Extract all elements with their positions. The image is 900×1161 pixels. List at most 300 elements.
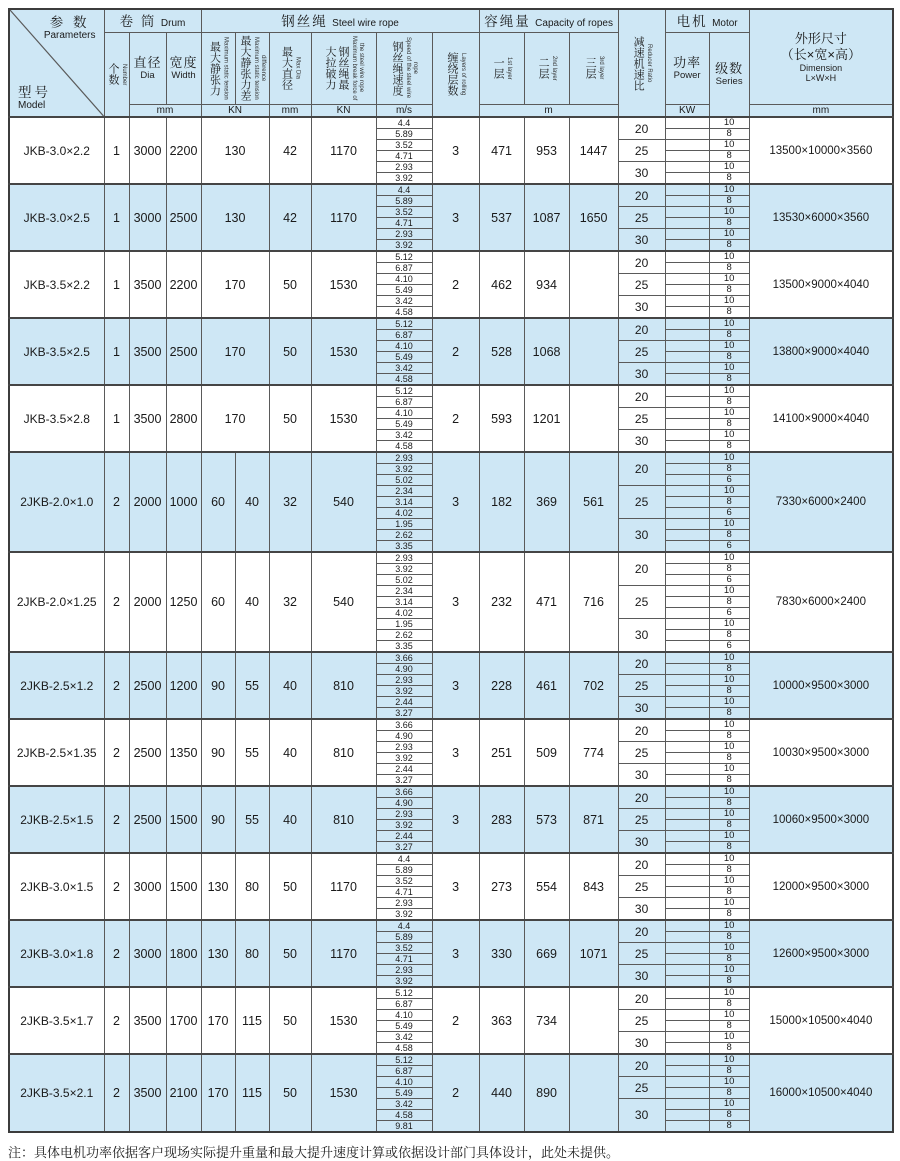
rope-max-dia-cell: 42 — [269, 184, 311, 251]
layers-cell: 3 — [432, 452, 479, 552]
series-cell: 10 — [709, 341, 749, 352]
series-cell: 10 — [709, 876, 749, 887]
model-label — [18, 85, 51, 111]
power-cell — [665, 731, 709, 742]
capacity-1st-layer-cell: 440 — [479, 1054, 524, 1132]
capacity-1st-layer-cell: 232 — [479, 552, 524, 652]
power-cell — [665, 1054, 709, 1066]
break-force-cell: 1170 — [311, 117, 376, 184]
rope-speed-cell: 2.93 — [376, 742, 432, 753]
power-cell — [665, 274, 709, 285]
series-cell: 8 — [709, 887, 749, 898]
capacity-3rd-layer-cell: 1071 — [569, 920, 618, 987]
power-cell — [665, 218, 709, 229]
power-cell — [665, 675, 709, 686]
drum-number-cell: 2 — [104, 786, 129, 853]
rope-max-dia-cell: 50 — [269, 920, 311, 987]
rope-speed-cell: 3.42 — [376, 296, 432, 307]
rope-speed-cell: 3.92 — [376, 820, 432, 831]
capacity-3rd-layer-cell: 1650 — [569, 184, 618, 251]
power-cell — [665, 552, 709, 564]
series-cell: 8 — [709, 1021, 749, 1032]
power-cell — [665, 831, 709, 842]
series-cell: 10 — [709, 742, 749, 753]
drum-number-cell: 1 — [104, 385, 129, 452]
series-cell: 8 — [709, 1066, 749, 1077]
reducer-ratio-cell: 20 — [618, 552, 665, 586]
rope-speed-cell: 1.95 — [376, 619, 432, 630]
series-cell: 8 — [709, 464, 749, 475]
unit-maxdia-mm: mm — [269, 104, 311, 117]
capacity-1st-layer-cell: 228 — [479, 652, 524, 719]
reducer-ratio-cell: 20 — [618, 920, 665, 943]
col-header-reducer-ratio: 减速机速比 Reducer Ratio — [618, 9, 665, 117]
model-cell: 2JKB-2.0×1.0 — [9, 452, 104, 552]
max-static-tension-cell: 130 — [201, 184, 269, 251]
capacity-3rd-layer-cell: 702 — [569, 652, 618, 719]
drum-dia-cell: 2500 — [129, 786, 166, 853]
rope-max-dia-cell: 50 — [269, 251, 311, 318]
power-cell — [665, 486, 709, 497]
series-cell: 8 — [709, 173, 749, 185]
model-cell: 2JKB-3.0×1.5 — [9, 853, 104, 920]
reducer-ratio-cell: 25 — [618, 1010, 665, 1032]
drum-width-cell: 1250 — [166, 552, 201, 652]
reducer-ratio-cell: 20 — [618, 1054, 665, 1077]
power-cell — [665, 441, 709, 453]
capacity-2nd-layer-cell: 1201 — [524, 385, 569, 452]
unit-dimension-mm: mm — [749, 104, 893, 117]
rope-speed-cell: 4.90 — [376, 664, 432, 675]
power-cell — [665, 820, 709, 831]
drum-width-cell: 2800 — [166, 385, 201, 452]
rope-speed-cell: 3.52 — [376, 207, 432, 218]
hoist-spec-table — [8, 8, 894, 1133]
reducer-ratio-cell: 20 — [618, 452, 665, 486]
series-cell: 8 — [709, 497, 749, 508]
drum-number-cell: 2 — [104, 652, 129, 719]
table-row — [9, 184, 893, 196]
model-label-en: Model — [18, 100, 46, 111]
reducer-ratio-cell: 25 — [618, 486, 665, 519]
group-header-steel-wire-rope: 钢丝绳 Steel wire rope — [201, 9, 479, 32]
power-cell — [665, 965, 709, 976]
reducer-ratio-cell: 25 — [618, 809, 665, 831]
rope-speed-cell: 3.42 — [376, 1032, 432, 1043]
drum-dia-cell: 3500 — [129, 1054, 166, 1132]
power-cell — [665, 608, 709, 619]
power-cell — [665, 976, 709, 988]
series-cell: 10 — [709, 586, 749, 597]
power-cell — [665, 117, 709, 129]
power-cell — [665, 330, 709, 341]
rope-speed-cell: 2.44 — [376, 831, 432, 842]
table-header — [9, 9, 893, 117]
col-header-number: 个数 Number — [104, 32, 129, 117]
rope-max-dia-cell: 32 — [269, 552, 311, 652]
rope-speed-cell: 3.14 — [376, 497, 432, 508]
drum-width-cell: 2200 — [166, 251, 201, 318]
max-static-tension-cell: 130 — [201, 853, 235, 920]
rope-speed-cell: 4.90 — [376, 731, 432, 742]
rope-speed-cell: 3.92 — [376, 564, 432, 575]
rope-max-dia-cell: 50 — [269, 1054, 311, 1132]
break-force-cell: 1170 — [311, 853, 376, 920]
rope-speed-cell: 4.58 — [376, 441, 432, 453]
max-static-tension-cell: 170 — [201, 987, 235, 1054]
layers-cell: 3 — [432, 786, 479, 853]
table-row — [9, 251, 893, 263]
series-cell: 8 — [709, 932, 749, 943]
power-cell — [665, 920, 709, 932]
rope-max-dia-cell: 40 — [269, 652, 311, 719]
power-cell — [665, 296, 709, 307]
series-cell: 6 — [709, 608, 749, 619]
series-cell: 10 — [709, 652, 749, 664]
table-row — [9, 385, 893, 397]
capacity-2nd-layer-cell: 573 — [524, 786, 569, 853]
rope-speed-cell: 2.34 — [376, 486, 432, 497]
group-header-drum: 卷 筒 Drum — [104, 9, 201, 32]
rope-speed-cell: 2.93 — [376, 552, 432, 564]
power-cell — [665, 742, 709, 753]
capacity-2nd-layer-cell: 461 — [524, 652, 569, 719]
rope-speed-cell: 5.89 — [376, 932, 432, 943]
layers-cell: 3 — [432, 853, 479, 920]
rope-speed-cell: 4.90 — [376, 798, 432, 809]
parameters-label-zh: 参 数 — [49, 15, 90, 30]
rope-speed-cell: 5.89 — [376, 196, 432, 207]
col-header-1st-layer: 一层 1st layer — [479, 32, 524, 104]
drum-number-cell: 2 — [104, 452, 129, 552]
series-cell: 8 — [709, 352, 749, 363]
rope-speed-cell: 3.52 — [376, 140, 432, 151]
model-cell: JKB-3.5×2.2 — [9, 251, 104, 318]
rope-speed-cell: 5.02 — [376, 475, 432, 486]
rope-speed-cell: 2.44 — [376, 697, 432, 708]
power-cell — [665, 909, 709, 921]
drum-width-cell: 1350 — [166, 719, 201, 786]
series-cell: 10 — [709, 519, 749, 530]
reducer-ratio-cell: 20 — [618, 318, 665, 341]
series-cell: 10 — [709, 809, 749, 820]
rope-speed-cell: 1.95 — [376, 519, 432, 530]
power-cell — [665, 452, 709, 464]
footnote: 注：具体电机功率依据客户现场实际提升重量和最大提升速度计算或依据设计部门具体设计，此处未提供。 — [8, 1145, 620, 1160]
rope-speed-cell: 4.71 — [376, 218, 432, 229]
power-cell — [665, 753, 709, 764]
capacity-3rd-layer-cell: 716 — [569, 552, 618, 652]
capacity-2nd-layer-cell: 1068 — [524, 318, 569, 385]
reducer-ratio-cell: 30 — [618, 296, 665, 319]
rope-max-dia-cell: 40 — [269, 786, 311, 853]
power-cell — [665, 932, 709, 943]
model-cell: 2JKB-2.0×1.25 — [9, 552, 104, 652]
power-cell — [665, 630, 709, 641]
rope-speed-cell: 3.92 — [376, 240, 432, 252]
rope-speed-cell: 3.92 — [376, 976, 432, 988]
power-cell — [665, 708, 709, 720]
power-cell — [665, 664, 709, 675]
model-cell: 2JKB-3.5×2.1 — [9, 1054, 104, 1132]
power-cell — [665, 865, 709, 876]
power-cell — [665, 1110, 709, 1121]
layers-cell: 2 — [432, 385, 479, 452]
series-cell: 8 — [709, 842, 749, 854]
reducer-ratio-cell: 30 — [618, 1099, 665, 1133]
power-cell — [665, 586, 709, 597]
capacity-3rd-layer-cell: 1447 — [569, 117, 618, 184]
rope-max-dia-cell: 50 — [269, 987, 311, 1054]
dimension-cell: 10060×9500×3000 — [749, 786, 893, 853]
rope-max-dia-cell: 32 — [269, 452, 311, 552]
reducer-ratio-cell: 20 — [618, 987, 665, 1010]
series-cell: 6 — [709, 575, 749, 586]
capacity-1st-layer-cell: 283 — [479, 786, 524, 853]
drum-dia-cell: 3500 — [129, 385, 166, 452]
col-header-dimension: 外形尺寸 （长×宽×高） Dimension L×W×H — [749, 9, 893, 104]
drum-width-cell: 1800 — [166, 920, 201, 987]
reducer-ratio-cell: 30 — [618, 697, 665, 720]
rope-speed-cell: 6.87 — [376, 397, 432, 408]
power-cell — [665, 341, 709, 352]
series-cell: 8 — [709, 630, 749, 641]
reducer-ratio-cell: 30 — [618, 831, 665, 854]
drum-number-cell: 2 — [104, 552, 129, 652]
table-row — [9, 920, 893, 932]
series-cell: 8 — [709, 530, 749, 541]
series-cell: 8 — [709, 865, 749, 876]
power-cell — [665, 1121, 709, 1133]
power-cell — [665, 508, 709, 519]
power-cell — [665, 129, 709, 140]
tension-difference-cell: 80 — [235, 853, 269, 920]
series-cell: 10 — [709, 117, 749, 129]
power-cell — [665, 898, 709, 909]
series-cell: 8 — [709, 1043, 749, 1055]
power-cell — [665, 430, 709, 441]
capacity-2nd-layer-cell: 554 — [524, 853, 569, 920]
model-cell: JKB-3.5×2.8 — [9, 385, 104, 452]
dimension-cell: 10000×9500×3000 — [749, 652, 893, 719]
power-cell — [665, 564, 709, 575]
rope-speed-cell: 5.49 — [376, 419, 432, 430]
drum-dia-cell: 2500 — [129, 652, 166, 719]
reducer-ratio-cell: 20 — [618, 251, 665, 274]
table-row — [9, 318, 893, 330]
series-cell: 10 — [709, 486, 749, 497]
rope-speed-cell: 5.12 — [376, 318, 432, 330]
power-cell — [665, 999, 709, 1010]
dimension-cell: 14100×9000×4040 — [749, 385, 893, 452]
col-header-width: 宽度 Width — [166, 32, 201, 104]
capacity-3rd-layer-cell — [569, 385, 618, 452]
series-cell: 10 — [709, 853, 749, 865]
drum-dia-cell: 3000 — [129, 184, 166, 251]
rope-max-dia-cell: 42 — [269, 117, 311, 184]
tension-difference-cell: 40 — [235, 552, 269, 652]
capacity-2nd-layer-cell: 1087 — [524, 184, 569, 251]
power-cell — [665, 652, 709, 664]
series-cell: 10 — [709, 786, 749, 798]
unit-capacity-m: m — [479, 104, 618, 117]
series-cell: 10 — [709, 140, 749, 151]
series-cell: 10 — [709, 318, 749, 330]
rope-speed-cell: 6.87 — [376, 1066, 432, 1077]
col-header-series: 级数 Series — [709, 32, 749, 117]
reducer-ratio-cell: 20 — [618, 117, 665, 140]
power-cell — [665, 240, 709, 252]
series-cell: 8 — [709, 129, 749, 140]
power-cell — [665, 853, 709, 865]
dimension-cell: 12000×9500×3000 — [749, 853, 893, 920]
rope-speed-cell: 5.12 — [376, 385, 432, 397]
power-cell — [665, 1032, 709, 1043]
series-cell: 10 — [709, 920, 749, 932]
power-cell — [665, 151, 709, 162]
parameters-label-en: Parameters — [43, 30, 96, 41]
series-cell: 8 — [709, 196, 749, 207]
power-cell — [665, 1077, 709, 1088]
layers-cell: 3 — [432, 920, 479, 987]
series-cell: 6 — [709, 475, 749, 486]
unit-break-kn: KN — [311, 104, 376, 117]
drum-width-cell: 2500 — [166, 318, 201, 385]
tension-difference-cell: 55 — [235, 719, 269, 786]
capacity-1st-layer-cell: 593 — [479, 385, 524, 452]
power-cell — [665, 1021, 709, 1032]
capacity-1st-layer-cell: 363 — [479, 987, 524, 1054]
col-header-dia: 直径 Dia — [129, 32, 166, 104]
capacity-1st-layer-cell: 528 — [479, 318, 524, 385]
break-force-cell: 1530 — [311, 987, 376, 1054]
layers-cell: 3 — [432, 184, 479, 251]
max-static-tension-cell: 60 — [201, 552, 235, 652]
power-cell — [665, 1099, 709, 1110]
power-cell — [665, 497, 709, 508]
capacity-3rd-layer-cell: 561 — [569, 452, 618, 552]
power-cell — [665, 475, 709, 486]
series-cell: 10 — [709, 987, 749, 999]
power-cell — [665, 229, 709, 240]
table-row — [9, 552, 893, 564]
layers-cell: 2 — [432, 987, 479, 1054]
power-cell — [665, 318, 709, 330]
col-header-power: 功率 Power — [665, 32, 709, 104]
rope-speed-cell: 5.49 — [376, 1021, 432, 1032]
rope-speed-cell: 2.93 — [376, 229, 432, 240]
break-force-cell: 540 — [311, 452, 376, 552]
drum-number-cell: 2 — [104, 1054, 129, 1132]
series-cell: 10 — [709, 1032, 749, 1043]
drum-dia-cell: 2500 — [129, 719, 166, 786]
power-cell — [665, 285, 709, 296]
power-cell — [665, 184, 709, 196]
reducer-ratio-cell: 25 — [618, 675, 665, 697]
series-cell: 10 — [709, 184, 749, 196]
series-cell: 10 — [709, 363, 749, 374]
drum-number-cell: 2 — [104, 987, 129, 1054]
rope-speed-cell: 4.4 — [376, 853, 432, 865]
corner-header-cell — [9, 9, 104, 117]
series-cell: 8 — [709, 708, 749, 720]
group-header-capacity: 容绳量 Capacity of ropes — [479, 9, 618, 32]
series-cell: 8 — [709, 976, 749, 988]
rope-speed-cell: 3.42 — [376, 363, 432, 374]
max-static-tension-cell: 130 — [201, 117, 269, 184]
power-cell — [665, 1088, 709, 1099]
tension-difference-cell: 55 — [235, 786, 269, 853]
rope-speed-cell: 3.52 — [376, 876, 432, 887]
rope-speed-cell: 3.27 — [376, 842, 432, 854]
col-header-max-static-tension-difference: 最大静张力差 Maximum static tension difference — [235, 32, 269, 104]
rope-speed-cell: 5.89 — [376, 129, 432, 140]
reducer-ratio-cell: 30 — [618, 363, 665, 386]
reducer-ratio-cell: 20 — [618, 652, 665, 675]
drum-dia-cell: 3500 — [129, 318, 166, 385]
model-cell: 2JKB-3.0×1.8 — [9, 920, 104, 987]
power-cell — [665, 1043, 709, 1055]
rope-speed-cell: 3.35 — [376, 541, 432, 553]
reducer-ratio-cell: 30 — [618, 162, 665, 185]
capacity-2nd-layer-cell: 471 — [524, 552, 569, 652]
rope-speed-cell: 5.49 — [376, 1088, 432, 1099]
reducer-ratio-cell: 30 — [618, 619, 665, 653]
rope-speed-cell: 3.92 — [376, 464, 432, 475]
unit-tension-kn: KN — [201, 104, 269, 117]
power-cell — [665, 140, 709, 151]
series-cell: 8 — [709, 397, 749, 408]
drum-dia-cell: 2000 — [129, 452, 166, 552]
capacity-2nd-layer-cell: 934 — [524, 251, 569, 318]
drum-width-cell: 1000 — [166, 452, 201, 552]
power-cell — [665, 307, 709, 319]
dimension-cell: 13500×10000×3560 — [749, 117, 893, 184]
col-header-rope-speed: 钢丝绳速度 Speed of the steel wire rope — [376, 32, 432, 104]
series-cell: 8 — [709, 1121, 749, 1133]
rope-speed-cell: 2.34 — [376, 586, 432, 597]
break-force-cell: 1170 — [311, 920, 376, 987]
series-cell: 8 — [709, 419, 749, 430]
rope-speed-cell: 2.62 — [376, 630, 432, 641]
power-cell — [665, 697, 709, 708]
reducer-ratio-cell: 20 — [618, 385, 665, 408]
col-header-3rd-layer: 三层 3rd layer — [569, 32, 618, 104]
capacity-3rd-layer-cell: 843 — [569, 853, 618, 920]
rope-speed-cell: 3.66 — [376, 652, 432, 664]
series-cell: 10 — [709, 229, 749, 240]
rope-speed-cell: 5.49 — [376, 352, 432, 363]
dimension-cell: 13800×9000×4040 — [749, 318, 893, 385]
capacity-1st-layer-cell: 182 — [479, 452, 524, 552]
dimension-cell: 12600×9500×3000 — [749, 920, 893, 987]
power-cell — [665, 809, 709, 820]
power-cell — [665, 641, 709, 653]
layers-cell: 3 — [432, 552, 479, 652]
dimension-cell: 7830×6000×2400 — [749, 552, 893, 652]
series-cell: 10 — [709, 162, 749, 173]
max-static-tension-cell: 170 — [201, 385, 269, 452]
power-cell — [665, 798, 709, 809]
drum-number-cell: 1 — [104, 251, 129, 318]
dimension-cell: 10030×9500×3000 — [749, 719, 893, 786]
rope-speed-cell: 4.10 — [376, 341, 432, 352]
capacity-1st-layer-cell: 251 — [479, 719, 524, 786]
rope-speed-cell: 4.4 — [376, 920, 432, 932]
drum-width-cell: 1200 — [166, 652, 201, 719]
rope-speed-cell: 4.02 — [376, 608, 432, 619]
rope-speed-cell: 5.12 — [376, 251, 432, 263]
